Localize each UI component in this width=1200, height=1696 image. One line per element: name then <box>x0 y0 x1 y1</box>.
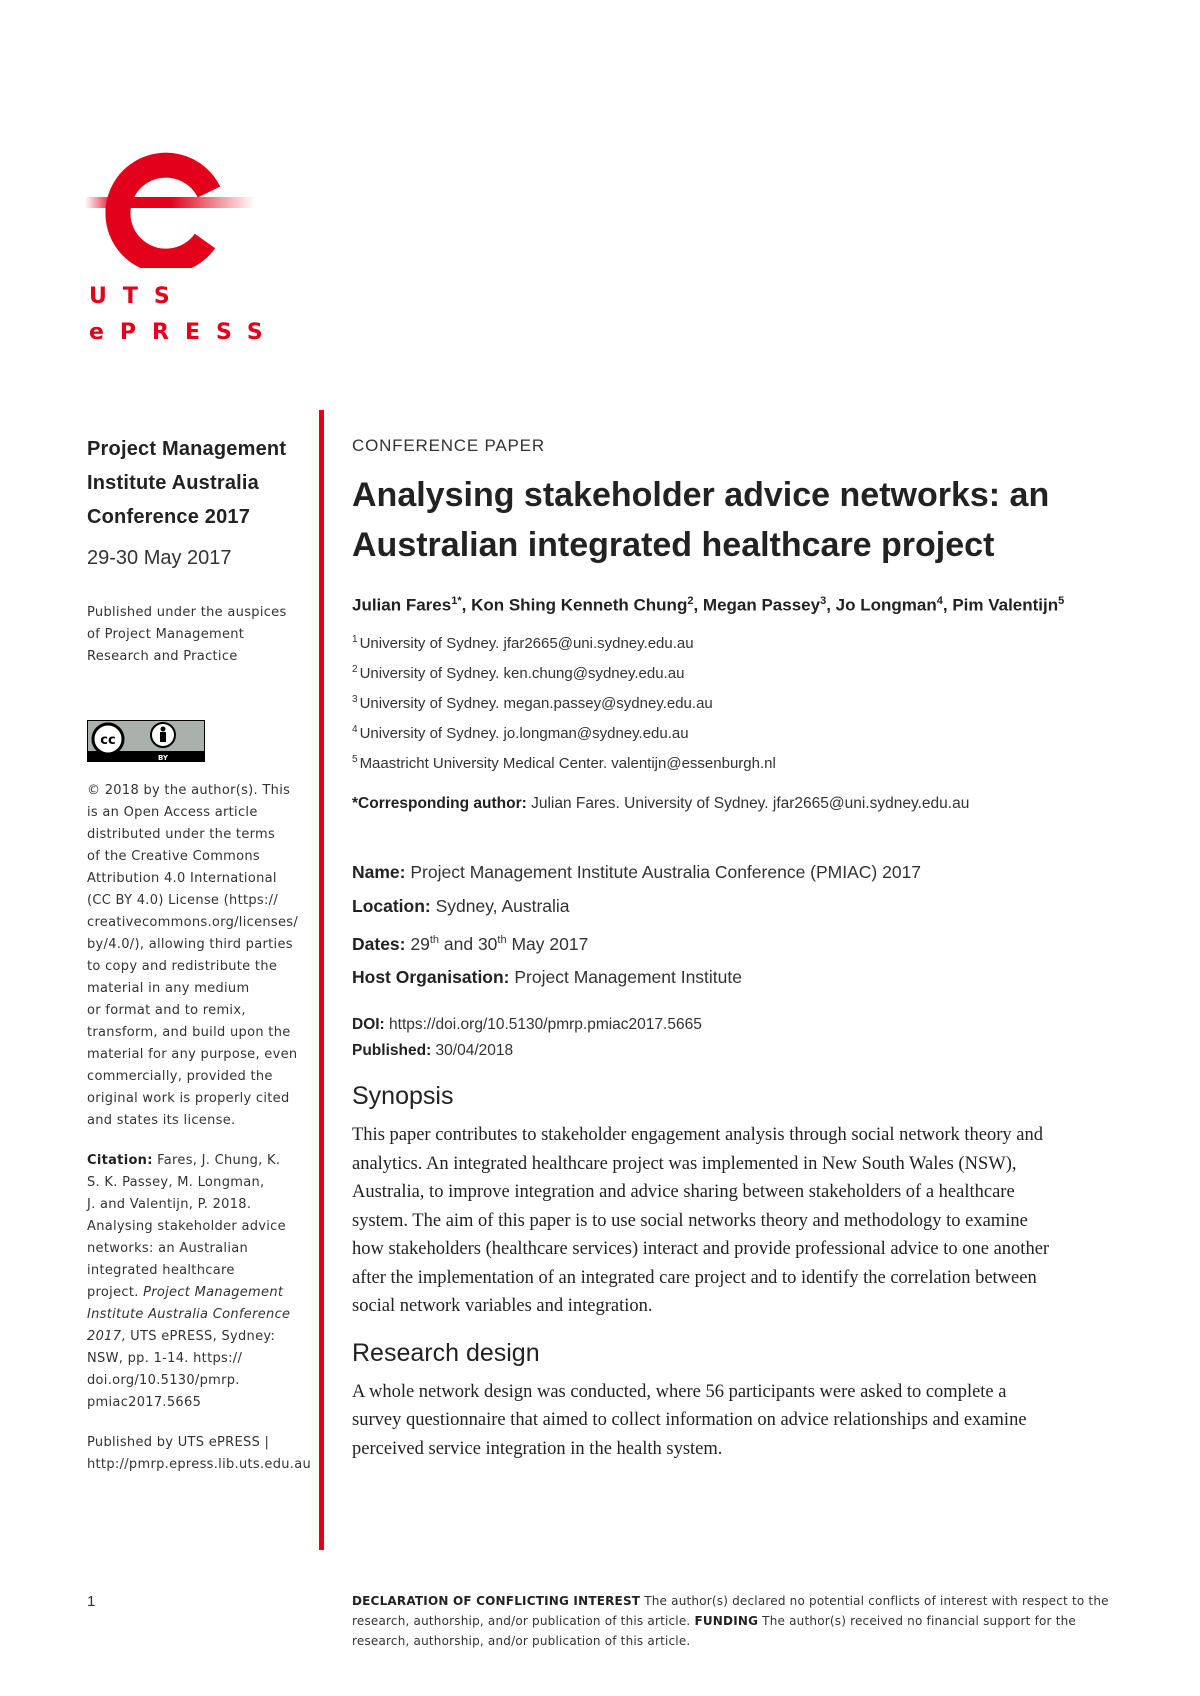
research-design-heading: Research design <box>352 1338 540 1367</box>
affiliation-item: $^2$ University of Sydney. ken.chung@sydney.edu.au <box>352 663 685 682</box>
citation-doi-link-part1[interactable]: NSW, pp. 1-14. https:// <box>87 1351 243 1366</box>
conference-name: Project Management Institute Australia Conference 2017 <box>87 438 287 528</box>
logo-text-epress: ePRESS <box>89 320 279 345</box>
red-divider-rule <box>319 410 324 1550</box>
synopsis-heading: Synopsis <box>352 1082 454 1111</box>
page-number: 1 <box>87 1593 96 1610</box>
article-title: Analysing stakeholder advice networks: an Australian integrated healthcare project <box>352 476 1050 564</box>
author-name: Pim Valentijn <box>952 595 1059 615</box>
logo-text-uts: UTS <box>89 284 186 309</box>
author-name: Kon Shing Kenneth Chung <box>471 595 688 615</box>
affiliation-item: $^1$ University of Sydney. jfar2665@uni.sydney.edu.au <box>352 633 694 652</box>
author-name: Julian Fares <box>352 595 452 615</box>
conference-dates: 29-30 May 2017 <box>87 547 232 569</box>
affiliations <box>352 627 1132 777</box>
author-name: Jo Longman <box>835 595 937 615</box>
citation-label: Citation: <box>87 1153 153 1168</box>
meta-name: Name: Project Management Institute Australia Conference (PMIAC) 2017 <box>352 861 922 882</box>
license-text: © 2018 by the author(s). This is an Open Access article distributed under the terms of the Creative Commons Attribution 4.0 International (CC BY 4.0) License (https:// creativecommons.org/licenses/ by/4.0/), allowing third parties to copy and redistribute the material in any medium or format and to remix, transform, and build upon the material for any purpose, even commercially, provided the original work is properly cited and states its license. <box>87 783 299 1128</box>
main-content <box>352 436 1132 1463</box>
cc-by-label: BY <box>157 754 169 762</box>
auspices-note: Published under the auspices of Project Management Research and Practice <box>87 605 287 664</box>
meta-location: Location: Sydney, Australia <box>352 895 570 916</box>
affiliation-item: $^3$ University of Sydney. megan.passey@sydney.edu.au <box>352 693 713 712</box>
synopsis-paragraph: This paper contributes to stakeholder engagement analysis through social network theory and analytics. An integrated healthcare project was implemented in New South Wales (NSW), Australia, to improve integration and advice sharing between stakeholders of a healthcare system. The aim of this paper is to use social networks theory and methodology to examine how stakeholders (healthcare services) interact and provide professional advice to one another after the implementation of an integrated care project and to identify the correlation between social network variables and integration. <box>352 1125 1050 1317</box>
doi-link[interactable]: https://doi.org/10.5130/pmrp.pmiac2017.5665 <box>384 1016 702 1034</box>
citation-doi-link-part2[interactable]: doi.org/10.5130/pmrp. <box>87 1373 240 1388</box>
cc-by-license-icon[interactable] <box>87 720 205 762</box>
author-name: Megan Passey <box>702 595 821 615</box>
publisher-note: Published by UTS ePRESS | http://pmrp.epress.lib.uts.edu.au <box>87 1432 312 1476</box>
article-type: CONFERENCE PAPER <box>352 436 545 455</box>
citation-doi-link-part3[interactable]: pmiac2017.5665 <box>87 1395 202 1410</box>
publisher-link[interactable]: http://pmrp.epress.lib.uts.edu.au <box>87 1457 312 1472</box>
conference-meta <box>352 855 1132 995</box>
sidebar <box>87 432 312 1476</box>
affiliation-item: $^5$ Maastricht University Medical Center. valentijn@essenburgh.nl <box>352 753 776 772</box>
author-list: Julian Fares$^{1*}$, Kon Shing Kenneth Chung$^2$, Megan Passey$^3$, Jo Longman$^4$, Pim Valentijn$^5$ <box>352 595 1065 615</box>
doi-block: DOI: https://doi.org/10.5130/pmrp.pmiac2017.5665 Published: 30/04/2018 <box>352 1016 702 1060</box>
uts-epress-logo <box>85 148 279 358</box>
affiliation-item: $^4$ University of Sydney. jo.longman@sydney.edu.au <box>352 723 689 742</box>
epress-e-icon <box>85 148 255 268</box>
meta-host: Host Organisation: Project Management Institute <box>352 967 742 988</box>
corresponding-author: *Corresponding author: Julian Fares. University of Sydney. jfar2665@uni.sydney.edu.au <box>352 794 970 812</box>
citation: Citation: Fares, J. Chung, K. S. K. Passey, M. Longman, J. and Valentijn, P. 2018. Analysing stakeholder advice networks: an Australian integrated healthcare project. Project Management Institute Australia Conference 2017, UTS ePRESS, Sydney: NSW, pp. 1-14. https:// doi.org/10.5130/pmrp. pmiac2017.5665 <box>87 1150 312 1414</box>
meta-dates: Dates: 29th and 30th May 2017 <box>352 933 589 954</box>
research-design-paragraph: A whole network design was conducted, where 56 participants were asked to complete a survey questionnaire that aimed to collect information on advice relationships and examine perceived service integration in the health system. <box>352 1381 1027 1459</box>
svg-text:cc: cc <box>100 733 116 748</box>
footer-declarations: DECLARATION OF CONFLICTING INTEREST The author(s) declared no potential conflicts of interest with respect to the research, authorship, and/or publication of this article. FUNDING The author(s) received no financial support for the research, authorship, and/or publication of this article. <box>352 1594 1109 1648</box>
